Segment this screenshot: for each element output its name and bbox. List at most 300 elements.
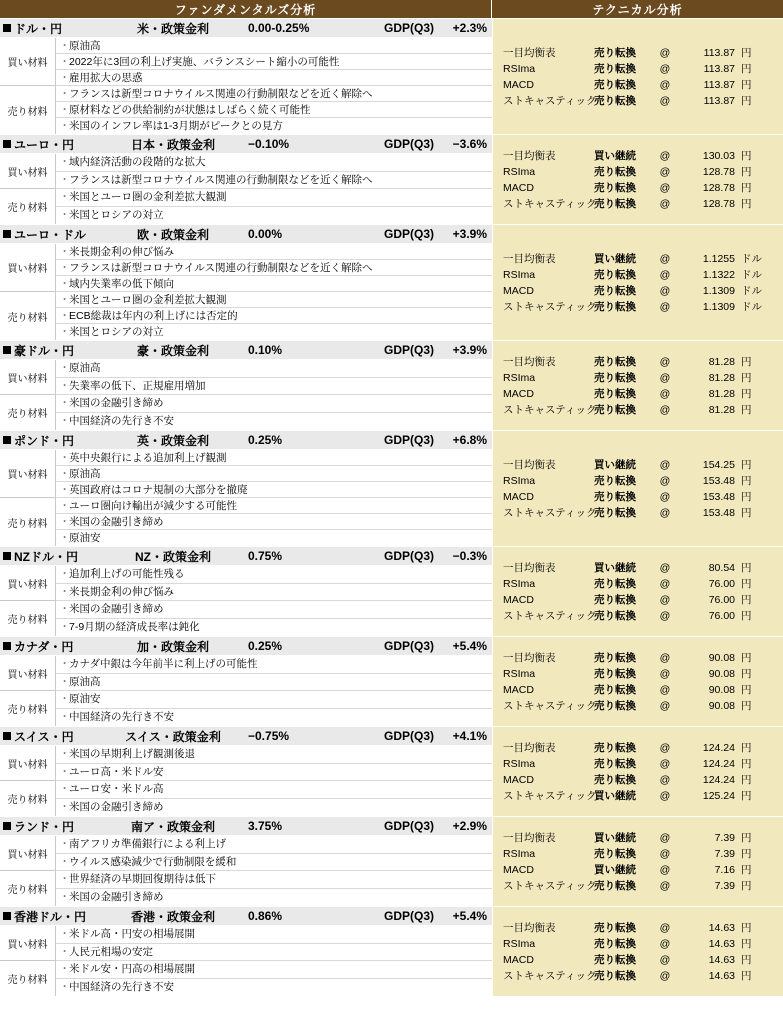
fundamental-column [0, 637, 492, 726]
buy-material-text: フランスは新型コロナウイルス関連の行動制限などを近く解除へ [69, 262, 373, 274]
indicator-name: MACD [503, 181, 534, 194]
buy-material-label: 買い材料 [0, 244, 55, 292]
bullet-icon: ･ [62, 88, 68, 100]
at-symbol: @ [659, 773, 671, 786]
bullet-icon: ･ [62, 516, 68, 528]
bullet-icon: ･ [62, 783, 68, 795]
bullet-icon: ･ [62, 963, 68, 975]
indicator-value: 113.87 [703, 78, 735, 91]
pair-name: NZドル・円 [14, 549, 78, 564]
indicator-unit: ドル [741, 284, 762, 297]
technical-column [492, 547, 783, 636]
bullet-icon: ･ [62, 945, 68, 958]
bullet-icon: ･ [62, 262, 68, 274]
indicator-name: ストキャスティック [503, 879, 597, 892]
indicator-value: 14.63 [708, 937, 735, 950]
buy-material-item [56, 854, 492, 872]
sell-material-item [56, 530, 492, 546]
sell-material-text: 米ドル安・円高の相場展開 [69, 963, 195, 975]
bullet-icon: ･ [62, 710, 68, 723]
indicator-name: ストキャスティック [503, 699, 597, 712]
sell-material-label: 売り材料 [7, 885, 48, 896]
technical-table [493, 547, 783, 636]
technical-row [493, 772, 783, 788]
pair-title-row [0, 341, 492, 360]
bullet-icon: ･ [62, 246, 68, 258]
buy-material-text: 原油高 [69, 362, 101, 374]
bullet-icon: ･ [62, 173, 68, 186]
technical-column [492, 341, 783, 430]
buy-material-text: 雇用拡大の思惑 [69, 72, 143, 84]
indicator-unit: 円 [741, 165, 752, 178]
sell-material-text: 7-9月期の経済成長率は鈍化 [69, 620, 200, 633]
pair-block [0, 906, 783, 996]
buy-material-item [56, 466, 492, 482]
indicator-value: 1.1322 [702, 268, 735, 281]
buy-material-label: 買い材料 [0, 926, 55, 961]
materials-side-labels [0, 926, 56, 996]
indicator-unit: 円 [741, 197, 752, 210]
materials-lines [56, 360, 492, 430]
indicator-unit: 円 [741, 94, 752, 107]
buy-material-item [56, 54, 492, 70]
technical-row [493, 952, 783, 968]
indicator-value: 14.63 [708, 969, 735, 982]
indicator-signal: 売り転換 [594, 757, 636, 770]
policy-rate-label: スイス・政策金利 [125, 729, 221, 744]
at-symbol: @ [659, 62, 671, 75]
header-fundamental-analysis: ファンダメンタルズ分析 [0, 0, 492, 18]
sell-material-text: 米国とユーロ圏の金利差拡大観測 [69, 294, 227, 306]
indicator-signal: 売り転換 [594, 921, 636, 934]
at-symbol: @ [659, 847, 671, 860]
bullet-icon: ･ [62, 620, 68, 633]
bullet-icon: ･ [62, 156, 68, 168]
gdp-label: GDP(Q3) [383, 227, 434, 241]
indicator-unit: 円 [741, 831, 752, 844]
buy-material-item [56, 926, 492, 944]
gdp-label: GDP(Q3) [383, 343, 434, 357]
technical-row [493, 666, 783, 682]
indicator-name: 一目均衡表 [503, 561, 556, 574]
sell-material-item [56, 189, 492, 207]
indicator-signal: 売り転換 [594, 847, 636, 860]
gdp-value: +3.9% [452, 343, 487, 357]
bullet-square-icon [3, 346, 11, 354]
bullet-icon: ･ [62, 452, 68, 464]
buy-material-text: 米ドル高・円安の相場展開 [69, 928, 195, 940]
indicator-name: MACD [503, 284, 534, 297]
sell-material-label: 売り材料 [7, 615, 48, 626]
sell-material-text: 中国経済の先行き不安 [69, 414, 174, 427]
indicator-value: 81.28 [708, 403, 735, 416]
sell-material-item [56, 86, 492, 102]
indicator-unit: 円 [741, 577, 752, 590]
sell-material-label: 売り材料 [7, 518, 48, 530]
sell-material-text: 原油安 [69, 532, 101, 544]
technical-column [492, 727, 783, 816]
indicator-unit: 円 [741, 62, 752, 75]
technical-table [493, 907, 783, 996]
materials-lines [56, 746, 492, 816]
buy-material-text: 米国の早期利上げ観測後退 [69, 748, 195, 760]
indicator-signal: 売り転換 [594, 474, 636, 487]
gdp-label: GDP(Q3) [383, 639, 434, 653]
fundamental-column [0, 547, 492, 636]
technical-column [492, 225, 783, 340]
bullet-square-icon [3, 822, 11, 830]
indicator-unit: 円 [741, 789, 752, 802]
materials-side-labels [0, 836, 56, 906]
indicator-signal: 売り転換 [594, 773, 636, 786]
indicator-value: 90.08 [708, 699, 735, 712]
technical-column [492, 817, 783, 906]
technical-row [493, 846, 783, 862]
indicator-value: 125.24 [702, 789, 735, 802]
bullet-square-icon [3, 24, 11, 32]
bullet-icon: ･ [62, 40, 68, 52]
at-symbol: @ [659, 757, 671, 770]
at-symbol: @ [659, 387, 671, 400]
bullet-square-icon [3, 140, 11, 148]
buy-material-item [56, 450, 492, 466]
sell-material-text: ECB総裁は年内の利上げには否定的 [69, 310, 238, 322]
indicator-name: RSIma [503, 268, 536, 281]
indicator-signal: 売り転換 [594, 94, 636, 107]
materials-lines [56, 38, 492, 134]
policy-rate-value: 0.25% [248, 639, 283, 653]
materials-table [0, 566, 492, 636]
indicator-unit: 円 [741, 78, 752, 91]
buy-material-label: 買い材料 [0, 360, 55, 395]
technical-row [493, 148, 783, 164]
indicator-signal: 買い継続 [594, 561, 636, 574]
indicator-name: MACD [503, 593, 534, 606]
gdp-label: GDP(Q3) [383, 549, 434, 563]
buy-material-text: 原油高 [69, 468, 101, 480]
technical-row [493, 740, 783, 756]
buy-material-label: 買い材料 [0, 836, 55, 871]
technical-row [493, 93, 783, 109]
header-technical-analysis: テクニカル分析 [492, 0, 783, 18]
sell-material-item [56, 709, 492, 727]
indicator-name: ストキャスティック [503, 403, 597, 416]
indicator-value: 7.39 [714, 831, 735, 844]
indicator-value: 1.1255 [702, 252, 735, 265]
indicator-signal: 買い継続 [594, 252, 636, 265]
pair-block [0, 430, 783, 546]
indicator-name: MACD [503, 78, 534, 91]
buy-material-text: 2022年に3回の利上げ実施、バランスシート縮小の可能性 [69, 56, 340, 68]
technical-table [493, 225, 783, 340]
indicator-signal: 売り転換 [594, 879, 636, 892]
gdp-value: +6.8% [452, 433, 487, 447]
buy-material-item [56, 836, 492, 854]
sell-material-text: 中国経済の先行き不安 [69, 710, 174, 723]
bullet-icon: ･ [62, 362, 68, 374]
buy-material-item [56, 276, 492, 292]
bullet-icon: ･ [62, 120, 68, 132]
indicator-name: ストキャスティック [503, 789, 597, 802]
indicator-value: 153.48 [702, 490, 735, 503]
sell-material-item [56, 498, 492, 514]
technical-table [493, 727, 783, 816]
indicator-value: 81.28 [708, 371, 735, 384]
buy-material-text: 米長期金利の伸び悩み [69, 585, 174, 598]
indicator-name: RSIma [503, 757, 536, 770]
buy-material-item [56, 378, 492, 396]
fundamental-column [0, 817, 492, 906]
indicator-value: 128.78 [702, 165, 735, 178]
indicator-name: 一目均衡表 [503, 355, 556, 368]
sell-material-label: 売り材料 [7, 795, 48, 806]
at-symbol: @ [659, 593, 671, 606]
materials-table [0, 656, 492, 726]
indicator-value: 113.87 [703, 46, 735, 59]
technical-column [492, 637, 783, 726]
at-symbol: @ [659, 969, 671, 982]
indicator-signal: 売り転換 [594, 181, 636, 194]
buy-material-text: 南アフリカ準備銀行による利上げ [69, 838, 226, 850]
technical-row [493, 756, 783, 772]
indicator-unit: 円 [741, 609, 752, 622]
at-symbol: @ [659, 863, 671, 876]
materials-lines [56, 450, 492, 546]
indicator-signal: 買い継続 [594, 458, 636, 471]
indicator-value: 14.63 [708, 953, 735, 966]
technical-table [493, 341, 783, 430]
fundamental-column [0, 727, 492, 816]
technical-row [493, 354, 783, 370]
indicator-unit: 円 [741, 403, 752, 416]
pair-block [0, 224, 783, 340]
technical-table [493, 637, 783, 726]
gdp-value: +2.9% [452, 819, 487, 833]
indicator-name: RSIma [503, 937, 536, 950]
indicator-unit: ドル [741, 300, 762, 313]
buy-material-label: 買い材料 [0, 38, 55, 86]
indicator-unit: 円 [741, 387, 752, 400]
pair-name: スイス・円 [14, 729, 74, 744]
at-symbol: @ [659, 667, 671, 680]
bullet-icon: ･ [62, 980, 68, 993]
pair-title-row [0, 817, 492, 836]
indicator-name: ストキャスティック [503, 300, 597, 313]
indicator-signal: 売り転換 [594, 593, 636, 606]
buy-material-label: 買い材料 [0, 154, 55, 189]
technical-row [493, 830, 783, 846]
technical-row [493, 402, 783, 418]
fundamental-column [0, 907, 492, 996]
indicator-name: ストキャスティック [503, 969, 597, 982]
indicator-value: 90.08 [708, 683, 735, 696]
sell-material-text: 米国の金融引き締め [69, 890, 164, 903]
technical-row [493, 283, 783, 299]
policy-rate-value: 0.25% [248, 433, 283, 447]
at-symbol: @ [659, 78, 671, 91]
indicator-name: MACD [503, 863, 534, 876]
pair-block [0, 546, 783, 636]
bullet-icon: ･ [62, 693, 68, 705]
technical-row [493, 698, 783, 714]
indicator-value: 7.39 [714, 879, 735, 892]
indicator-value: 76.00 [708, 609, 735, 622]
sell-material-item [56, 292, 492, 308]
indicator-unit: 円 [741, 847, 752, 860]
technical-row [493, 576, 783, 592]
pair-block [0, 340, 783, 430]
pair-name: 豪ドル・円 [14, 343, 75, 358]
policy-rate-value: 0.75% [248, 549, 283, 563]
sell-material-text: ユーロ圏向け輸出が減少する可能性 [69, 500, 237, 512]
indicator-unit: 円 [741, 490, 752, 503]
indicator-name: MACD [503, 773, 534, 786]
bullet-icon: ･ [62, 800, 68, 813]
policy-rate-value: 0.00% [248, 227, 283, 241]
bullet-icon: ･ [62, 310, 68, 322]
policy-rate-label: 米・政策金利 [136, 21, 209, 36]
buy-material-item [56, 584, 492, 602]
at-symbol: @ [659, 403, 671, 416]
indicator-signal: 売り転換 [594, 741, 636, 754]
technical-column [492, 431, 783, 546]
buy-material-text: ユーロ高・米ドル安 [69, 765, 164, 778]
pair-title-row [0, 135, 492, 154]
indicator-signal: 売り転換 [594, 667, 636, 680]
sell-material-item [56, 889, 492, 907]
technical-row [493, 878, 783, 894]
indicator-value: 113.87 [703, 62, 735, 75]
bullet-icon: ･ [62, 72, 68, 84]
pair-name: カナダ・円 [14, 639, 74, 654]
sell-material-text: 米国の金融引き締め [69, 397, 164, 409]
technical-row [493, 560, 783, 576]
indicator-value: 90.08 [708, 667, 735, 680]
indicator-unit: 円 [741, 46, 752, 59]
at-symbol: @ [659, 474, 671, 487]
at-symbol: @ [659, 699, 671, 712]
materials-lines [56, 154, 492, 224]
technical-row [493, 862, 783, 878]
indicator-value: 1.1309 [702, 300, 735, 313]
sell-material-text: 米国とユーロ圏の金利差拡大観測 [69, 191, 227, 203]
bullet-icon: ･ [62, 765, 68, 778]
pair-block [0, 636, 783, 726]
buy-material-text: ウイルス感染減少で行動制限を緩和 [69, 855, 237, 868]
indicator-value: 113.87 [703, 94, 735, 107]
materials-table [0, 836, 492, 906]
indicator-name: ストキャスティック [503, 197, 597, 210]
policy-rate-label: 欧・政策金利 [136, 227, 209, 242]
gdp-label: GDP(Q3) [383, 137, 434, 151]
bullet-icon: ･ [62, 675, 68, 688]
materials-side-labels [0, 450, 56, 546]
bullet-icon: ･ [62, 585, 68, 598]
materials-lines [56, 926, 492, 996]
sell-material-label: 売り材料 [7, 203, 48, 214]
indicator-name: RSIma [503, 474, 536, 487]
materials-side-labels [0, 360, 56, 430]
sell-material-item [56, 118, 492, 134]
technical-column [492, 19, 783, 134]
bullet-icon: ･ [62, 928, 68, 940]
indicator-value: 124.24 [702, 741, 735, 754]
pair-name: ポンド・円 [14, 433, 75, 448]
bullet-square-icon [3, 732, 11, 740]
bullet-icon: ･ [62, 208, 68, 221]
bullet-square-icon [3, 230, 11, 238]
indicator-signal: 買い継続 [594, 149, 636, 162]
at-symbol: @ [659, 94, 671, 107]
buy-material-text: 原油高 [69, 675, 101, 688]
technical-row [493, 489, 783, 505]
at-symbol: @ [659, 577, 671, 590]
gdp-value: −0.3% [452, 549, 487, 563]
materials-side-labels [0, 244, 56, 340]
sell-material-item [56, 871, 492, 889]
buy-material-item [56, 764, 492, 782]
bullet-icon: ･ [62, 890, 68, 903]
indicator-signal: 売り転換 [594, 506, 636, 519]
technical-row [493, 180, 783, 196]
at-symbol: @ [659, 300, 671, 313]
materials-lines [56, 244, 492, 340]
buy-material-item [56, 566, 492, 584]
at-symbol: @ [659, 458, 671, 471]
technical-row [493, 608, 783, 624]
indicator-value: 76.00 [708, 593, 735, 606]
bullet-icon: ･ [62, 838, 68, 850]
buy-material-item [56, 244, 492, 260]
technical-row [493, 650, 783, 666]
indicator-unit: 円 [741, 667, 752, 680]
gdp-value: +2.3% [452, 21, 487, 35]
at-symbol: @ [659, 741, 671, 754]
indicator-unit: 円 [741, 773, 752, 786]
bullet-icon: ･ [62, 191, 68, 203]
buy-material-text: 英国政府はコロナ規制の大部分を撤廃 [69, 484, 248, 496]
buy-material-text: カナダ中銀は今年前半に利上げの可能性 [69, 658, 258, 670]
indicator-value: 153.48 [702, 506, 735, 519]
indicator-unit: ドル [741, 268, 762, 281]
technical-table [493, 19, 783, 134]
at-symbol: @ [659, 789, 671, 802]
bullet-icon: ･ [62, 468, 68, 480]
sell-material-item [56, 514, 492, 530]
indicator-name: MACD [503, 953, 534, 966]
technical-row [493, 45, 783, 61]
bullet-icon: ･ [62, 568, 68, 580]
buy-material-label: 買い材料 [0, 656, 55, 691]
indicator-unit: 円 [741, 371, 752, 384]
pair-block [0, 18, 783, 134]
at-symbol: @ [659, 831, 671, 844]
buy-material-text: 追加利上げの可能性残る [69, 568, 185, 580]
materials-lines [56, 836, 492, 906]
at-symbol: @ [659, 252, 671, 265]
buy-material-text: 人民元相場の安定 [69, 945, 153, 958]
at-symbol: @ [659, 197, 671, 210]
sell-material-label: 売り材料 [7, 409, 48, 420]
bullet-icon: ･ [62, 484, 68, 496]
indicator-unit: 円 [741, 921, 752, 934]
indicator-unit: 円 [741, 683, 752, 696]
buy-material-item [56, 360, 492, 378]
indicator-name: MACD [503, 387, 534, 400]
gdp-label: GDP(Q3) [383, 21, 434, 35]
sell-material-item [56, 207, 492, 225]
pair-title-row [0, 727, 492, 746]
